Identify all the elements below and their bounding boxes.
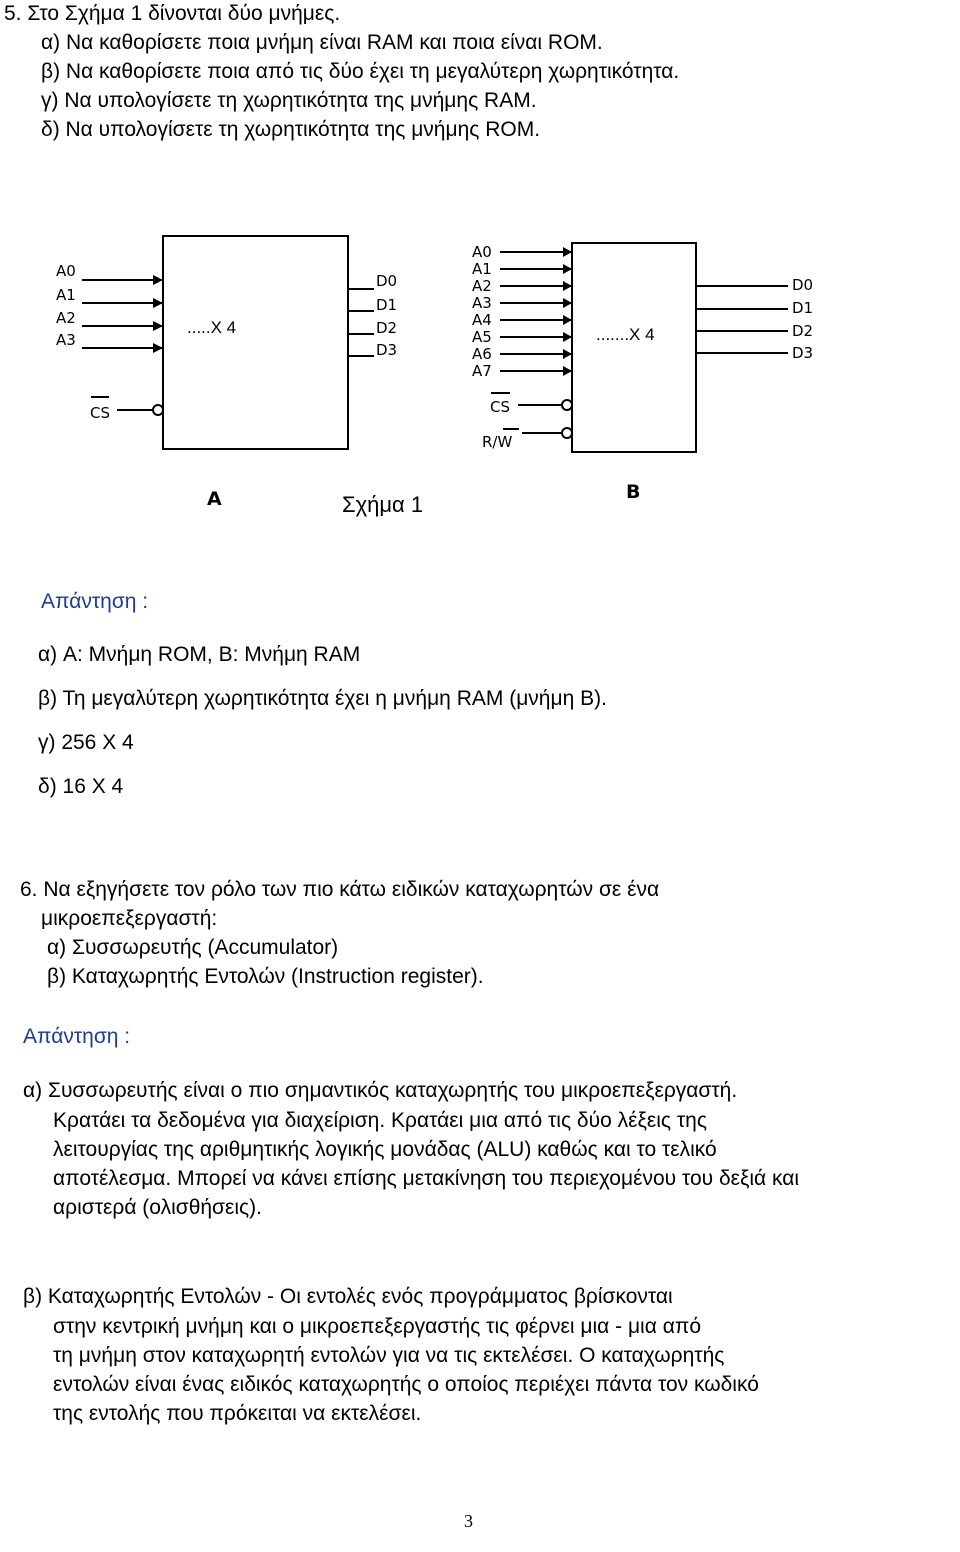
chip-b-pin-a0: A0 (472, 243, 492, 261)
question-6-part-a: α) Συσσωρευτής (Accumulator) (47, 936, 339, 959)
figure-caption: Σχήμα 1 (342, 492, 424, 517)
chip-b-cs-bubble (562, 400, 572, 410)
chip-a-data-pin-labels (376, 272, 397, 359)
chip-b-pin-a4: A4 (472, 311, 492, 329)
chip-b-pin-d1: D1 (792, 299, 814, 317)
chip-a-cs-bubble (153, 405, 163, 415)
chip-b-cs-label: CS (490, 398, 510, 416)
chip-b-rw-bubble (562, 428, 572, 438)
question-6-title-line1: 6. Να εξηγήσετε τον ρόλο των πιο κάτω ειδικών καταχωρητών σε ένα (20, 878, 660, 901)
answer-5-part-a: α) A: Μνήμη ROM, B: Μνήμη RAM (38, 643, 361, 666)
chip-b (472, 243, 813, 503)
chip-a-body (163, 236, 348, 449)
answer-6-part-a-line4: αποτέλεσμα. Μπορεί να κάνει επίσης μετακίνηση του περιεχομένου του δεξιά και (53, 1167, 800, 1190)
answer-6-part-a-line5: αριστερά (ολισθήσεις). (53, 1196, 262, 1219)
chip-b-pin-a3: A3 (472, 294, 492, 312)
chip-b-address-arrows (563, 247, 572, 376)
chip-b-pin-d2: D2 (792, 322, 814, 340)
chip-a-label: A (207, 488, 222, 510)
chip-a-cs-label: CS (90, 404, 110, 422)
chip-a-pin-a1: A1 (56, 286, 76, 304)
chip-b-size-label: .......X 4 (596, 325, 655, 344)
question-5-part-d: δ) Να υπολογίσετε τη χωρητικότητα της μνήμης ROM. (41, 118, 541, 141)
chip-a-address-arrows (153, 275, 163, 353)
chip-a-address-lines (82, 280, 163, 348)
answer-6-part-b-line4: εντολών είναι ένας ειδικός καταχωρητής ο οποίος περιέχει πάντα τον κωδικό (53, 1373, 759, 1396)
chip-b-pin-a1: A1 (472, 260, 492, 278)
chip-a-pin-d3: D3 (376, 341, 398, 359)
chip-a-size-label: .....X 4 (187, 318, 237, 337)
memory-chips-figure (0, 0, 960, 540)
answer-5-part-d: δ) 16 X 4 (38, 775, 124, 798)
chip-b-address-lines (500, 252, 572, 371)
answer-5-heading: Απάντηση : (41, 590, 149, 613)
chip-a-pin-d1: D1 (376, 296, 398, 314)
answer-6-part-b-line2: στην κεντρική μνήμη και ο μικροεπεξεργαστής τις φέρνει μια - μια από (53, 1315, 702, 1338)
chip-a-pin-a0: A0 (56, 262, 76, 280)
answer-6-part-b-line5: της εντολής που πρόκειται να εκτελέσει. (53, 1402, 422, 1425)
question-5-part-a: α) Να καθορίσετε ποια μνήμη είναι RAM και ποια είναι ROM. (41, 31, 603, 54)
answer-6-part-b-line1: β) Καταχωρητής Εντολών - Οι εντολές ενός προγράμματος βρίσκονται (23, 1285, 673, 1308)
chip-b-address-pin-labels (472, 243, 492, 380)
chip-b-pin-a7: A7 (472, 362, 492, 380)
chip-b-body (572, 243, 696, 452)
chip-a-data-lines (348, 289, 374, 356)
chip-b-pin-a6: A6 (472, 345, 492, 363)
answer-5-part-c: γ) 256 X 4 (38, 731, 134, 754)
chip-b-data-lines (696, 286, 788, 353)
answer-6-part-a-line1: α) Συσσωρευτής είναι ο πιο σημαντικός καταχωρητής του μικροεπεξεργαστή. (23, 1079, 738, 1102)
chip-b-label: B (626, 481, 641, 503)
chip-b-rw-label: R/W (482, 433, 513, 451)
question-5-part-c: γ) Να υπολογίσετε τη χωρητικότητα της μνήμης RAM. (41, 89, 537, 112)
chip-b-pin-d3: D3 (792, 344, 814, 362)
chip-b-data-pin-labels (792, 276, 813, 362)
chip-a (56, 236, 397, 510)
question-6-part-b: β) Καταχωρητής Εντολών (Instruction register). (47, 965, 484, 988)
chip-b-pin-a5: A5 (472, 328, 492, 346)
question-6-title-line2: μικροεπεξεργαστή: (41, 907, 218, 930)
chip-a-pin-a2: A2 (56, 309, 76, 327)
answer-5-part-b: β) Τη μεγαλύτερη χωρητικότητα έχει η μνήμη RAM (μνήμη B). (38, 687, 607, 710)
chip-a-address-pin-labels (56, 262, 76, 349)
chip-a-pin-a3: A3 (56, 331, 76, 349)
answer-6-part-b-line3: τη μνήμη στον καταχωρητή εντολών για να τις εκτελέσει. Ο καταχωρητής (53, 1344, 725, 1367)
chip-a-pin-d2: D2 (376, 319, 398, 337)
question-5-part-b: β) Να καθορίσετε ποια από τις δύο έχει τη μεγαλύτερη χωρητικότητα. (41, 60, 680, 83)
page-number: 3 (464, 1511, 473, 1531)
chip-b-pin-a2: A2 (472, 277, 492, 295)
chip-b-pin-d0: D0 (792, 276, 814, 294)
answer-6-heading: Απάντηση : (23, 1025, 131, 1048)
chip-a-pin-d0: D0 (376, 272, 398, 290)
answer-6-part-a-line2: Κρατάει τα δεδομένα για διαχείριση. Κρατάει μια από τις δύο λέξεις της (53, 1109, 707, 1132)
answer-6-part-a-line3: λειτουργίας της αριθμητικής λογικής μονάδας (ALU) καθώς και το τελικό (53, 1138, 717, 1161)
question-5-title: 5. Στο Σχήμα 1 δίνονται δύο μνήμες. (4, 2, 341, 25)
